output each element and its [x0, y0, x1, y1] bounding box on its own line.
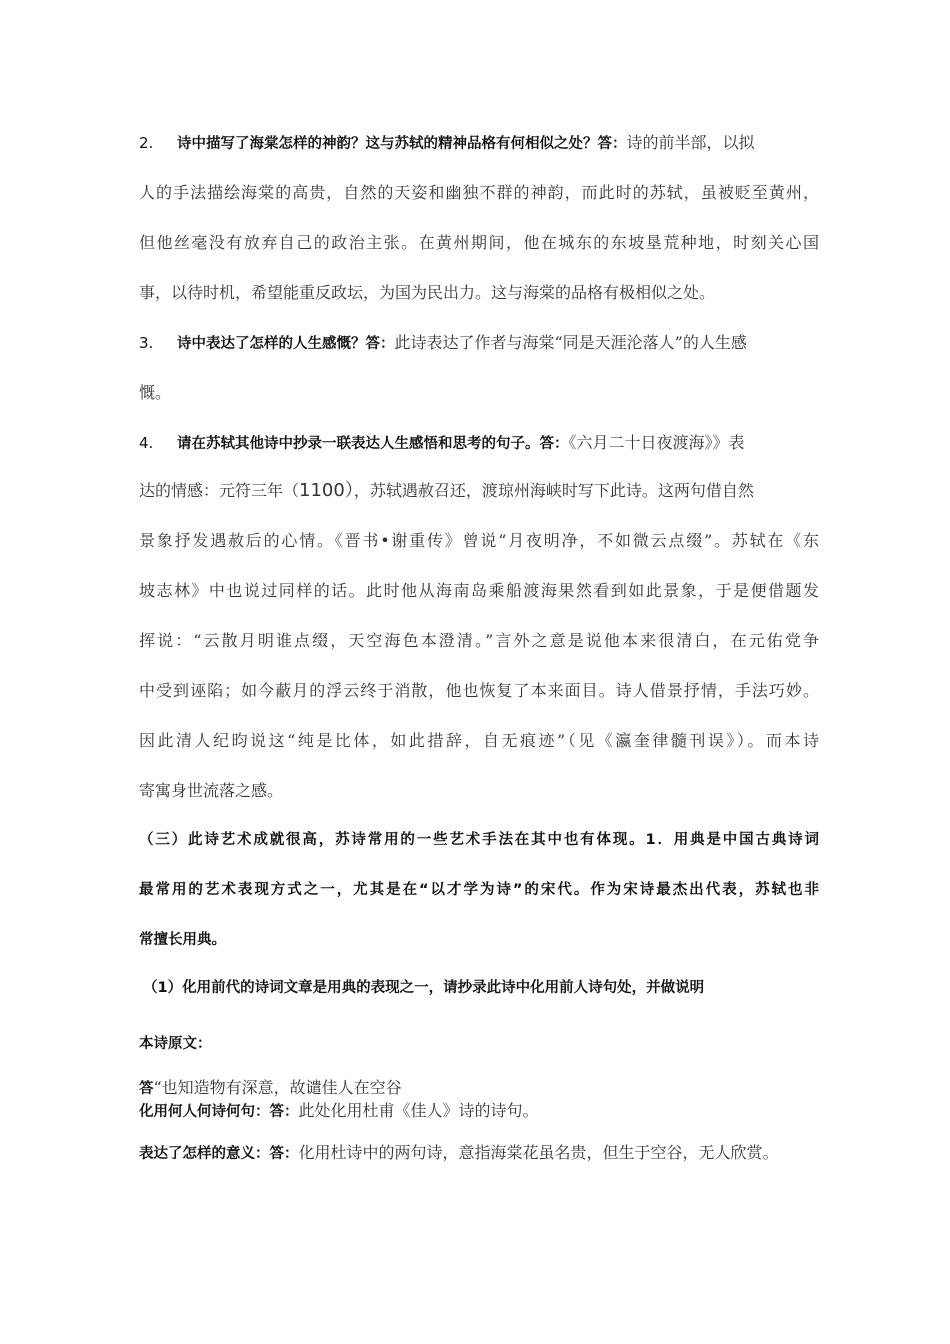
q3-answer-start: 此诗表达了作者与海棠“同是天涯沦落人”的人生感 — [394, 333, 747, 352]
meaning-label: 表达了怎样的意义：答： — [139, 1146, 299, 1162]
meaning-text: 化用杜诗中的两句诗，意指海棠花虽名贵，但生于空谷，无人欣赏。 — [298, 1143, 779, 1162]
q4-answer-line-5: 中受到诬陷；如今蔽月的浮云终于消散，他也恢复了本来面目。诗人借景抒情，手法巧妙。 — [139, 681, 819, 700]
q4-answer-start: 《六月二十日夜渡海》》表 — [568, 433, 745, 452]
section3-line-1: （三）此诗艺术成就很高，苏诗常用的一些艺术手法在其中也有体现。1．用典是中国古典诗词 — [139, 832, 819, 848]
source-text: 此处化用杜甫《佳人》诗的诗句。 — [298, 1101, 539, 1120]
q2-answer-line-1: 人的手法描绘海棠的高贵，自然的天姿和幽独不群的神韵，而此时的苏轼，虽被贬至黄州， — [139, 183, 819, 202]
q4-answer-line-4: 挥说：“云散月明谁点缀，天空海色本澄清。”言外之意是说他本来很清白，在元佑党争 — [139, 631, 819, 650]
q4-line1-part-a: 达的情感：元符三年（ — [139, 481, 300, 500]
q4-answer-line-7: 寄寓身世流落之感。 — [139, 781, 284, 800]
q4-line1-part-b: ，苏轼遇赦召还，渡琼州海峡时写下此诗。这两句借自然 — [353, 481, 754, 500]
q4-answer-line-1 — [139, 481, 819, 501]
q2-answer-start: 诗的前半部，以拟 — [626, 133, 755, 152]
q4-line1-year: 1100） — [299, 480, 354, 501]
original-answer-line — [139, 1078, 819, 1099]
section3-line-3: 常擅长用典。 — [139, 932, 226, 948]
q2-answer-line-3: 事，以待时机，希望能重反政坛，为国为民出力。这与海棠的品格有极相似之处。 — [139, 283, 716, 302]
q2-question-line — [139, 133, 819, 154]
section3-sub1: （1）化用前代的诗词文章是用典的表现之一，请抄录此诗中化用前人诗句处，并做说明 — [143, 980, 705, 996]
q3-number: 3. — [139, 334, 154, 352]
q4-question-line — [139, 433, 819, 454]
q3-answer-line-1: 慨。 — [139, 383, 172, 402]
q3-question-line — [139, 333, 819, 354]
q4-answer-line-3: 坡志林》中也说过同样的话。此时他从海南岛乘船渡海果然看到如此景象，于是便借题发 — [139, 581, 819, 600]
q2-answer-line-2: 但他丝毫没有放弃自己的政治主张。在黄州期间，他在城东的东坡垦荒种地，时刻关心国 — [139, 233, 819, 252]
q4-question: 请在苏轼其他诗中抄录一联表达人生感悟和思考的句子。答： — [177, 436, 569, 452]
q4-answer-line-2: 景象抒发遇赦后的心情。《晋书•谢重传》曾说“月夜明净，不如微云点缀”。苏轼在《东 — [139, 531, 819, 550]
meaning-line — [139, 1143, 829, 1164]
source-label: 化用何人何诗何句：答： — [139, 1104, 299, 1120]
section3-line-2: 最常用的艺术表现方式之一，尤其是在“以才学为诗”的宋代。作为宋诗最杰出代表，苏轼也非 — [139, 882, 819, 898]
q4-number: 4. — [139, 434, 154, 452]
answer-label: 答 — [139, 1081, 154, 1097]
q2-question: 诗中描写了海棠怎样的神韵？这与苏轼的精神品格有何相似之处？答： — [177, 136, 627, 152]
q2-number: 2. — [139, 134, 154, 152]
answer-text: “也知造物有深意，故谴佳人在空谷 — [153, 1078, 402, 1097]
q3-question: 诗中表达了怎样的人生感慨？答： — [177, 336, 395, 352]
original-label: 本诗原文： — [139, 1036, 212, 1052]
q4-answer-line-6: 因此清人纪昀说这“纯是比体，如此措辞，自无痕迹”（见《瀛奎律髓刊误》）。而本诗 — [139, 731, 819, 750]
source-line — [139, 1101, 819, 1122]
